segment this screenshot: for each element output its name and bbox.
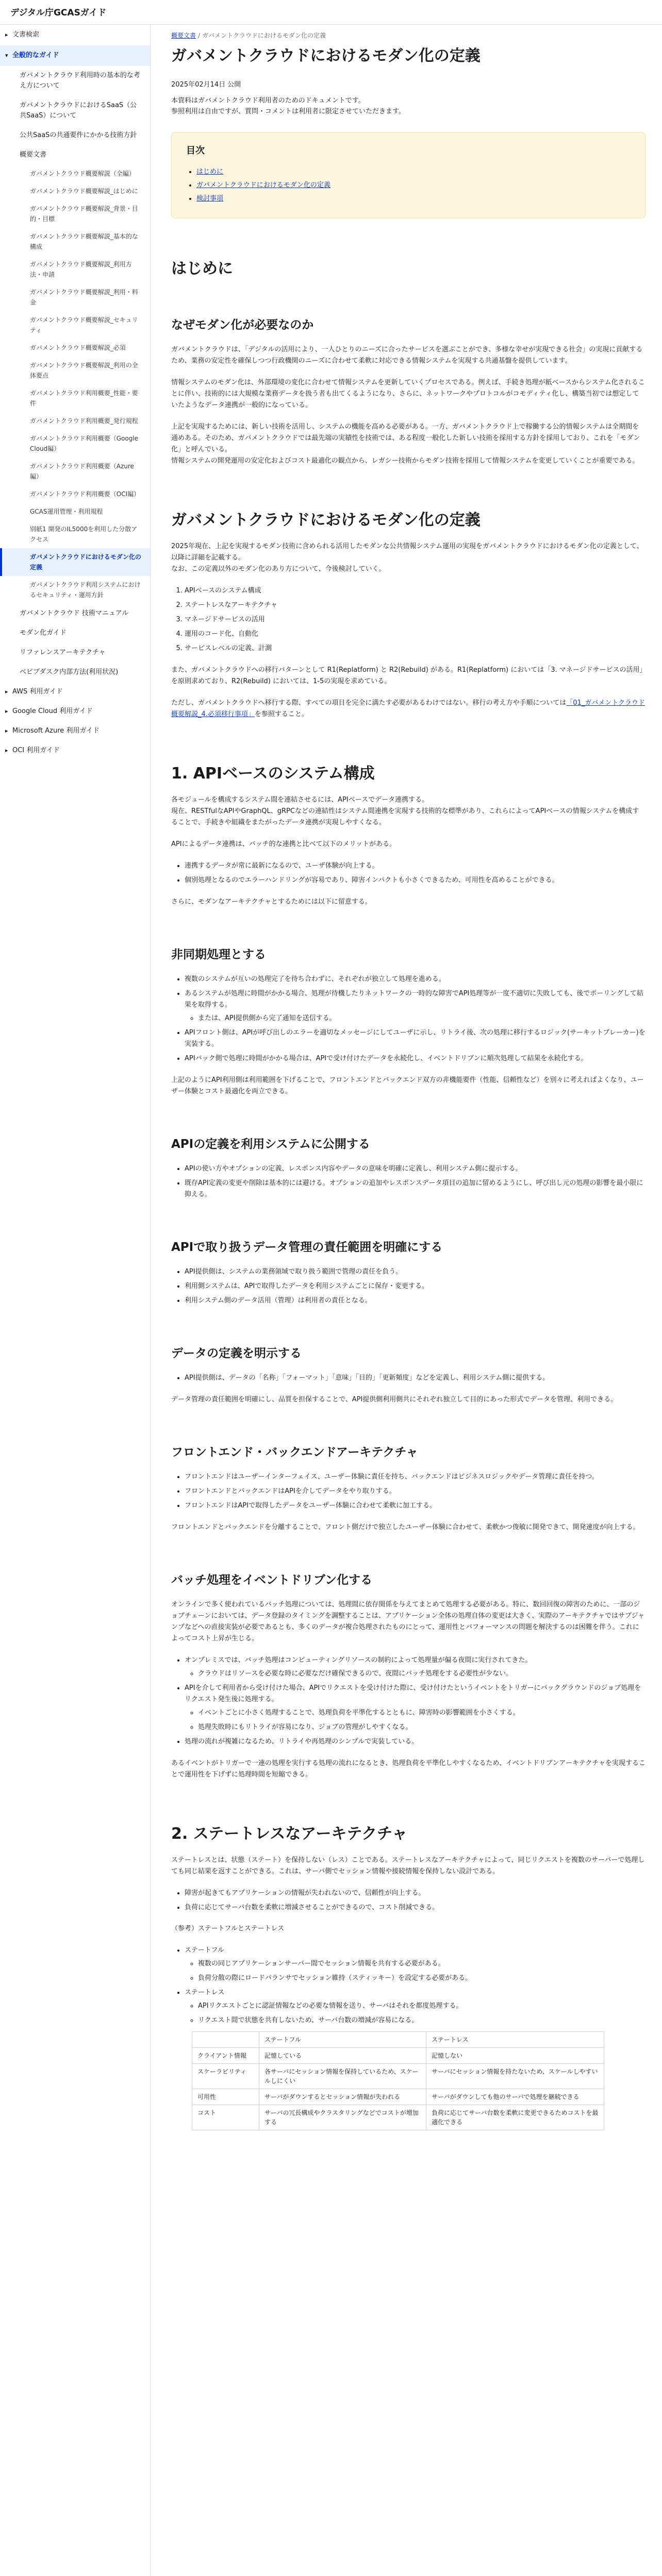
table-header-cell	[192, 2032, 259, 2048]
subsection-heading: APIの定義を利用システムに公開する	[171, 1138, 370, 1151]
list-item: ◦ 処理失敗時にもリトライが容易になり、ジョブの管理がしやすくなる。	[198, 1722, 646, 1733]
breadcrumb-current: ガバメントクラウドにおけるモダン化の定義	[202, 32, 326, 39]
list-item: ◦ クラウドはリソースを必要な時に必要なだけ確保できるので、夜間にバッチ処理をする必要性が少ない。	[198, 1668, 646, 1680]
paragraph: 上記を実現するためには、新しい技術を活用し、システムの機能を高める必要がある。一方、ガバメントクラウド上で稼働する公的情報システムは全期間を通めある。そのため、ガバメントクラウドでは最先端の実績性を技術では、ある程度一般化した新しい技術を採用する方針を採用しており、これを「モダン化」と呼んでいる。 情報システムの開発運用の安定化およびコスト最適化の観点から、レガシー技術からモダン技術を採用して情報システムを変更していくことが重要である。	[171, 423, 640, 465]
sidebar-subitem[interactable]: ガバメントクラウド概要解説_利用・料金	[30, 289, 138, 306]
bullet-list	[171, 1888, 646, 1913]
list-item: • フロントエンドはユーザーインターフェイス、ユーザー体験に責任を持ち、バックエンドはビジネスロジックやデータ管理に責任を持つ。	[185, 1471, 646, 1483]
list-item: • 負荷に応じてサーバ台数を柔軟に増減させることができるので、コスト削減できる。	[185, 1902, 646, 1913]
sidebar-subitem[interactable]: ガバメントクラウド概要解説_背景・目的・目標	[30, 205, 138, 223]
list-item: 1. APIベースのシステム構成	[185, 585, 646, 597]
sidebar-item-overview-docs[interactable]: 概要文書	[20, 151, 47, 159]
section-heading: 2. ステートレスなアーキテクチャ	[171, 1825, 408, 1843]
bullet-list	[171, 1163, 646, 1200]
sidebar-subitem[interactable]: ガバメントクラウド利用システムにおけるセキュリティ・運用方針	[30, 581, 141, 599]
sidebar-item-label: 文書検索	[12, 31, 40, 39]
list-item: ◦ イベントごとに小さく処理することで、処理負荷を平準化するとともに、障害時の影響範囲を小さくする。	[198, 1707, 646, 1719]
subsection-heading: 非同期処理とする	[171, 948, 266, 962]
section-heading: ガバメントクラウドにおけるモダン化の定義	[171, 511, 481, 530]
sidebar-subitem[interactable]: ガバメントクラウド概要解説_必須	[30, 344, 126, 351]
toc-link[interactable]: ガバメントクラウドにおけるモダン化の定義	[196, 181, 330, 190]
table-header-row	[192, 2032, 604, 2048]
sidebar-subitem[interactable]: GCAS運用管理・利用規程	[30, 508, 103, 515]
breadcrumb	[171, 31, 646, 41]
list-item: • APIフロント側は、APIが呼び出しのエラーを適切なメッセージにしてユーザに示し、リトライ後、次の処理に移行するロジック(サーキットブレーカー)を実装する。	[185, 1027, 646, 1050]
list-item: • 処理の流れが複雑になるため、リトライや再処理のシンプルで実装している。	[185, 1736, 646, 1748]
breadcrumb-link[interactable]: 概要文書	[171, 32, 196, 39]
list-item: • フロントエンドはAPIで取得したデータをユーザー体験に合わせて柔軟に加工する。	[185, 1500, 646, 1512]
sidebar-subitem[interactable]: ガバメントクラウド利用概要（Google Cloud編）	[30, 435, 139, 452]
list-item: • ステートレス ◦ APIリクエストごとに認証情報などの必要な情報を送り、サーバはそれを都度処理する。 ◦ リクエスト間で状態を共有しないため、サーバ台数の増減が容易になる。	[185, 1987, 646, 2026]
paragraph: ただし、ガバメントクラウドへ移行する際、すべての項目を完全に満たす必要があるわけではない。移行の考え方や手順については「01_ガバメントクラウド概要解説_4.必須移行事項」を参照すること。	[171, 699, 646, 719]
sidebar-subitem[interactable]: ガバメントクラウド概要解説_利用の全体要点	[30, 362, 138, 379]
table-row	[192, 2105, 604, 2130]
table-cell: 記憶しない	[426, 2048, 604, 2064]
sidebar-item-reference-architecture[interactable]: リファレンスアーキテクチャ	[20, 649, 106, 656]
comparison-table	[192, 2031, 604, 2130]
subsection-heading: APIで取り扱うデータ管理の責任範囲を明確にする	[171, 1241, 443, 1255]
paragraph: データ管理の責任範囲を明確にし、品質を担保することで、API提供側利用側共にそれぞれ独立して目的にあった形式でデータを管理、利用できる。	[171, 1396, 618, 1404]
list-item: 4. 運用のコード化、自動化	[185, 629, 646, 640]
sidebar-item-search[interactable]	[0, 25, 150, 45]
chevron-right-icon: ▸	[5, 708, 8, 715]
bullet-list	[171, 860, 646, 886]
toc-link[interactable]: 検討事項	[196, 195, 224, 203]
publish-date: 2025年02月14日 公開	[171, 81, 241, 89]
sidebar-subitem[interactable]: ガバメントクラウド概要解説（全編）	[30, 170, 135, 177]
list-item: • あるシステムが処理に時間がかかる場合、処理が待機したりネットワークの一時的な障害でAPI処理等が一度不適切に失敗しても、後でポーリングして結果を取得する。 ◦ または、API提供側から完了通知を送信する。	[185, 988, 646, 1024]
site-title[interactable]: デジタル庁GCASガイド	[10, 8, 107, 18]
section-heading: はじめに	[171, 260, 233, 278]
main-content	[171, 25, 646, 2130]
paragraph: フロントエンドとバックエンドを分離することで、フロント側だけで独立したユーザー体験に合わせて、柔軟かつ俊敏に開発できて、開発速度が向上する。	[171, 1523, 640, 1532]
subsection-heading: データの定義を明示する	[171, 1347, 302, 1361]
paragraph: 各モジュールを構成するシステム間を連結させるには、APIベースでデータ連携する。 現在、RESTfulなAPIやGraphQL、gRPCなどの連結性はシステム間連携を実現する技術的な標準があり、これらによってAPIベースの情報システムを構成することで、手続きや組織をまたがったデータ連携が実現しやすくなる。	[171, 796, 639, 827]
paragraph: 情報システムのモダン化は、外部環境の変化に合わせて情報システムを更新していくプロセスである。例えば、手続き処理が紙ベースからシステム化されることに伴い、技術的には大規模な業務データを扱う者も出てくるようになり、さらに、ネットワークやプロトコルがコモディティ化し、構築当初では想定していたようなデータ連携が一般的になっている。	[171, 379, 645, 410]
paragraph: また、ガバメントクラウドへの移行パターンとして R1(Replatform) と R2(Rebuild) がある。R1(Replatform) においては「3. マネージドサービスの活用」を原則求めており、R2(Rebuild) においては、1-5の実現を求めている。	[171, 666, 643, 686]
table-cell: 負荷に応じてサーバ台数を柔軟に変更できるためコストを最適化できる	[426, 2105, 604, 2130]
subsection-heading: フロントエンド・バックエンドアーキテクチャ	[171, 1446, 418, 1460]
reference-link[interactable]: 「01_ガバメントクラウド概要解説_4.必須移行事項」	[171, 699, 646, 719]
sidebar-item-azure[interactable]: ▸ Microsoft Azure 利用ガイド	[0, 721, 150, 741]
list-item: 3. マネージドサービスの活用	[185, 614, 646, 625]
intro-text: 本資料はガバメントクラウド利用者のためのドキュメントです。 参照利用は自由ですが、質問・コメントは利用者に限定させていただきます。	[171, 96, 405, 115]
list-item: ◦ APIリクエストごとに認証情報などの必要な情報を送り、サーバはそれを都度処理する。	[198, 2001, 646, 2012]
list-item: • API提供側は、データの「名称」「フォーマット」「意味」「目的」「更新頻度」などを定義し、利用システム側に提供する。	[185, 1372, 646, 1384]
paragraph: あるイベントがトリガーで一連の処理を実行する処理の流れになるとき、処理負荷を平準化しやすくなるため、イベントドリブンアーキテクチャを実現することで運用性を下げずに処理時間を短縮できる。	[171, 1759, 646, 1779]
toc-title: 目次	[186, 145, 205, 156]
sidebar-subitem[interactable]: ガバメントクラウド利用概要_性能・要件	[30, 389, 138, 407]
sidebar-subitem[interactable]: ガバメントクラウド利用概要（OCI編）	[30, 490, 140, 498]
sidebar-item-google-cloud[interactable]: ▸ Google Cloud 利用ガイド	[0, 702, 150, 721]
sidebar-item-basic-policy[interactable]: ガバメントクラウド利用時の基本的な考え方について	[20, 72, 140, 90]
sidebar-item-tech-manual[interactable]: ガバメントクラウド 技術マニュアル	[20, 609, 129, 617]
sidebar-item-modernization-guide[interactable]: モダン化ガイド	[20, 629, 67, 637]
sidebar-subitem[interactable]: ガバメントクラウド概要解説_はじめに	[30, 188, 138, 195]
table-cell: 記憶している	[259, 2048, 426, 2064]
list-item: • 個別処理となるのでエラーハンドリングが容易であり、障害インパクトも小さくできるため、可用性を高めることができる。	[185, 875, 646, 886]
list-item: • APIを介して利用者から受け付けた場合、APIでリクエストを受け付けた際に、受け付けたというイベントをトリガーにバックグラウンドのジョブ処理をリクエスト発生後に処理する。 ◦ イベントごとに小さく処理することで、処理負荷を平準化するとともに、障害時の影響範囲を小さくする。 ◦ 処理失敗時にもリトライが容易になり、ジョブの管理がしやすくなる。	[185, 1683, 646, 1733]
list-item: • APIバック側で処理に時間がかかる場合は、APIで受け付けたデータを永続化し、イベントドリブンに順次処理して結果を永続化する。	[185, 1053, 646, 1064]
table-cell: サーバがダウンするとセッション情報が失われる	[259, 2089, 426, 2105]
page-title: ガバメントクラウドにおけるモダン化の定義	[171, 47, 481, 65]
table-row-header: クライアント情報	[192, 2048, 259, 2064]
chevron-right-icon: ▸	[5, 31, 8, 38]
sidebar-item-current-page[interactable]: ガバメントクラウドにおけるモダン化の定義	[0, 548, 150, 576]
table-header-cell: ステートフル	[259, 2032, 426, 2048]
list-item: • APIの使い方やオプションの定義、レスポンス内容やデータの意味を明確に定義し、利用システム側に提示する。	[185, 1163, 646, 1175]
sidebar-item-oci[interactable]: ▸ OCI 利用ガイド	[0, 741, 150, 760]
paragraph: APIによるデータ連携は、バッチ的な連携と比べて以下のメリットがある。	[171, 840, 396, 849]
list-item: • 複数のシステムが互いの処理完了を待ち合わずに、それぞれが独立して処理を進める。	[185, 974, 646, 985]
table-of-contents	[171, 132, 646, 219]
table-cell: サーバがダウンしても他のサーバで処理を継続できる	[426, 2089, 604, 2105]
table-cell: サーバにセッション情報を持たないため、スケールしやすい	[426, 2064, 604, 2089]
chevron-right-icon: ▸	[5, 727, 8, 734]
top-bar	[0, 0, 662, 25]
list-item: • オンプレミスでは、バッチ処理はコンピューティングリソースの制約によって処理量が偏る夜間に実行されてきた。 ◦ クラウドはリソースを必要な時に必要なだけ確保できるので、夜間にバッチ処理をする必要性が少ない。	[185, 1655, 646, 1680]
bullet-list	[171, 1372, 646, 1384]
list-item: ◦ または、API提供側から完了通知を送信する。	[198, 1013, 646, 1024]
sidebar-nav	[0, 25, 151, 2576]
sidebar-item-public-saas[interactable]: ガバメントクラウドにおけるSaaS（公共SaaS）について	[20, 101, 137, 120]
list-item: • フロントエンドとバックエンドはAPIを介してデータをやり取りする。	[185, 1486, 646, 1497]
list-item: 5. サービスレベルの定義、計測	[185, 643, 646, 654]
list-item: • API提供側は、システムの業務領域で取り扱う範囲で管理の責任を負う。	[185, 1266, 646, 1278]
sidebar-subitem[interactable]: ガバメントクラウド概要解説_利用方法・申請	[30, 261, 132, 278]
sidebar-subitem[interactable]: ガバメントクラウド概要解説_基本的な構成	[30, 233, 138, 250]
sidebar-item-label: 全般的なガイド	[12, 52, 59, 59]
reference-note-label: （参考）ステートフルとステートレス	[171, 1925, 285, 1933]
list-item: • 利用システム側のデータ活用（管理）は利用者の責任となる。	[185, 1295, 646, 1307]
list-item: ◦ 複数の同じアプリケーションサーバー間でセッション情報を共有する必要がある。	[198, 1958, 646, 1970]
sidebar-item-aws[interactable]: ▸ AWS 利用ガイド	[0, 682, 150, 702]
sidebar-subitem[interactable]: 別紙1 開発のIL5000を利用した分散アクセス	[30, 526, 138, 543]
table-header-cell: ステートレス	[426, 2032, 604, 2048]
list-item: • ステートフル ◦ 複数の同じアプリケーションサーバー間でセッション情報を共有する必要がある。 ◦ 負荷分散の際にロードバランサでセッション維持（スティッキー）を設定する必要がある。	[185, 1945, 646, 1984]
sidebar-item-saas-requirements[interactable]: 公共SaaSの共通要件にかかる技術方針	[20, 131, 137, 139]
bullet-list	[171, 974, 646, 1064]
list-item: ◦ リクエスト間で状態を共有しないため、サーバ台数の増減が容易になる。	[198, 2015, 646, 2026]
section-heading: 1. APIベースのシステム構成	[171, 765, 375, 783]
bullet-list	[171, 1655, 646, 1748]
chevron-down-icon: ▾	[5, 52, 8, 59]
paragraph: さらに、モダンなアーキテクチャとするためには以下に留意する。	[171, 898, 372, 906]
breadcrumb-separator: /	[198, 32, 201, 39]
toc-link[interactable]: はじめに	[196, 168, 224, 176]
paragraph: オンラインで多く使われているバッチ処理については、処理間に依存関係を与えてまとめて処理する必要がある。特に、数回回復の障害のために、一部のジョブチェーンにおいては、データ登録のタイミングを調整することは、アプリケーション全体の処理自体の変更は大きく、実際のアーキテクチャではサブジャンプなどへの直接実装が必要であるとも、多くのデータが複合処理されたものにとって、運用性とパフォーマンスの問題を解決するのは困難を伴う。これによってコスト上昇が生じる。	[171, 1601, 645, 1643]
list-item: • 連携するデータが常に最新になるので、ユーザ体験が向上する。	[185, 860, 646, 872]
chevron-right-icon: ▸	[5, 747, 8, 754]
numbered-list	[171, 585, 646, 654]
sidebar-subitem[interactable]: ガバメントクラウド利用概要（Azure編）	[30, 463, 134, 480]
sidebar-subitem[interactable]: ガバメントクラウド概要解説_セキュリティ	[30, 316, 138, 334]
sidebar-item-general-guide[interactable]	[0, 45, 150, 66]
table-cell: 各サーバにセッション情報を保持しているため、スケールしにくい	[259, 2064, 426, 2089]
table-row-header: スケーラビリティ	[192, 2064, 259, 2089]
table-row-header: 可用性	[192, 2089, 259, 2105]
chevron-right-icon: ▸	[5, 688, 8, 695]
paragraph: ガバメントクラウドは、「デジタルの活用により、一人ひとりのニーズに合ったサービスを選ぶことができ、多様な幸せが実現できる社会」の実現に貢献するため、業務の安定性を確保しつつ行政機関のニーズに合わせて柔軟に対応できる情報システムを実現する共通基盤を提供しています。	[171, 346, 643, 365]
list-item: • 既存API定義の変更や削除は基本的には避ける。オプションの追加やレスポンスデータ項目の追加に留めるようにし、呼び出し元の処理の影響を最小限に抑える。	[185, 1178, 646, 1200]
paragraph: ステートレスとは、状態（ステート）を保持しない（レス）ことである。ステートレスなアーキテクチャによって、同じリクエストを複数のサーバーで処理しても同じ結果を返すことができる。これは、サーバ側でセッション情報や接続情報を保持しない設計である。	[171, 1856, 645, 1876]
subsection-heading: バッチ処理をイベントドリブン化する	[171, 1573, 373, 1587]
paragraph: 上記のようにAPI利用側は利用範囲を下げることで、フロントエンドとバックエンド双方の非機能要件（性能、信頼性など）を別々に考えればよくなり、ユーザー体験とコスト最適化を両立できる。	[171, 1076, 644, 1096]
sidebar-item-helpdesk[interactable]: ベビブダスク内部方法(利用状況)	[20, 668, 119, 676]
table-cell: サーバの冗長構成やクラスタリングなどでコストが増加する	[259, 2105, 426, 2130]
sidebar-subitem[interactable]: ガバメントクラウド利用概要_発行規程	[30, 417, 138, 425]
table-row-header: コスト	[192, 2105, 259, 2130]
bullet-list	[171, 1471, 646, 1512]
subsection-heading: なぜモダン化が必要なのか	[171, 318, 314, 332]
bullet-list	[171, 1266, 646, 1307]
list-item: ◦ 負荷分散の際にロードバランサでセッション維持（スティッキー）を設定する必要がある。	[198, 1973, 646, 1984]
table-row	[192, 2064, 604, 2089]
paragraph: 2025年現在、上記を実現するモダン技術に含められる活用したモダンな公共情報システム運用の実現をガバメントクラウドにおけるモダン化の定義として、以降に詳細を記載する。 なお、この定義以外のモダン化のあり方について、今後検討していく。	[171, 543, 643, 573]
list-item: • 障害が起きてもアプリケーションの情報が失われないので、信頼性が向上する。	[185, 1888, 646, 1899]
list-item: 2. ステートレスなアーキテクチャ	[185, 600, 646, 611]
table-row	[192, 2089, 604, 2105]
bullet-list	[171, 1945, 646, 2026]
list-item: • 利用側システムは、APIで取得したデータを利用システムごとに保存・変更する。	[185, 1281, 646, 1292]
table-row	[192, 2048, 604, 2064]
